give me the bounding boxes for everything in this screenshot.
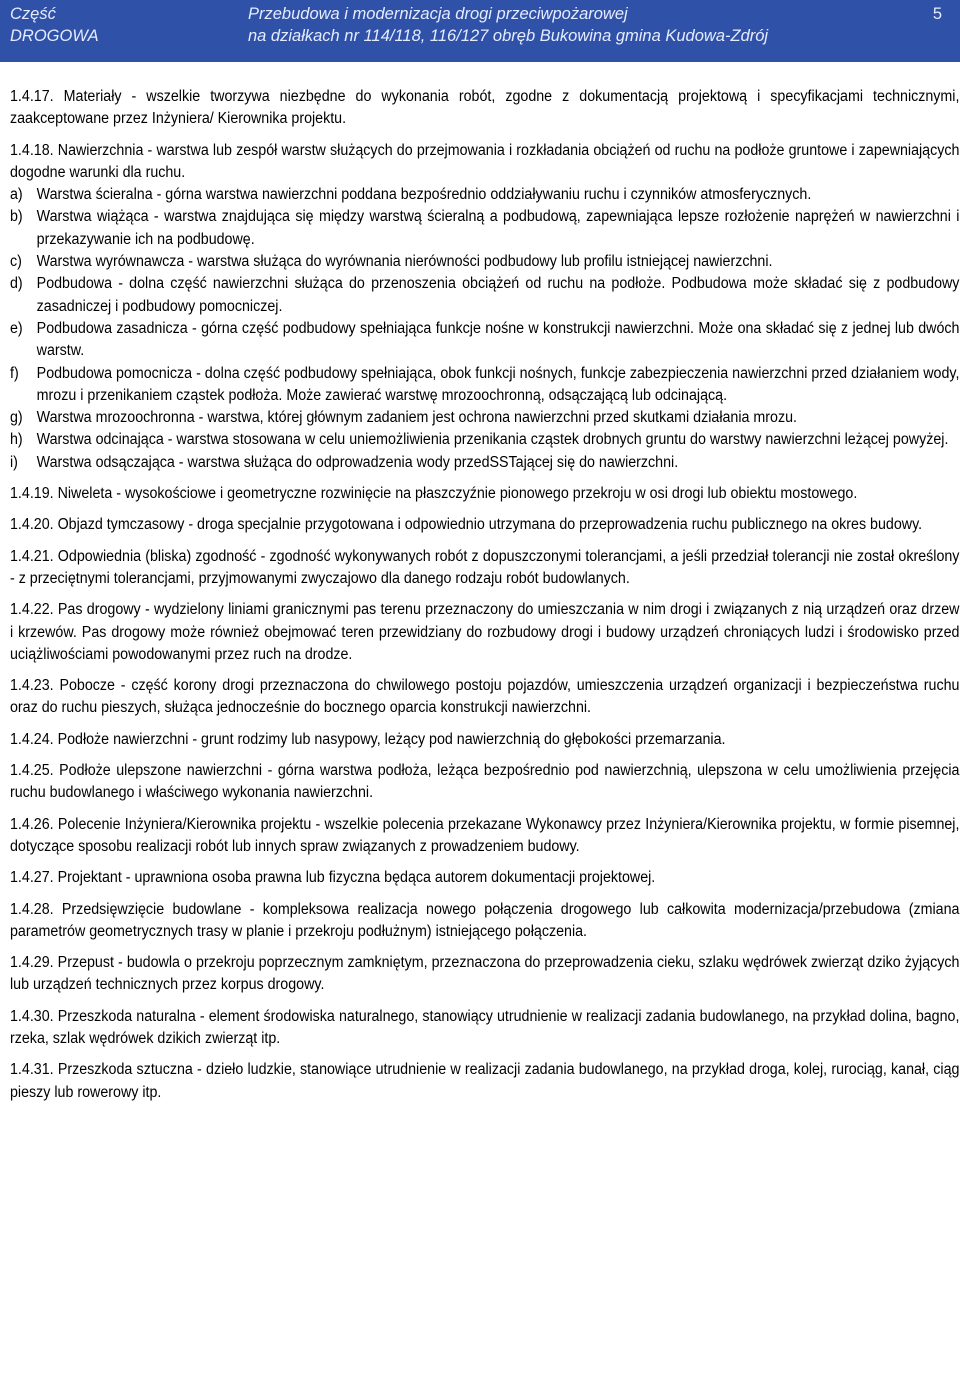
list-text: Warstwa ścieralna - górna warstwa nawierzchni poddana bezpośrednio oddziaływaniu ruchu i czynników atmosferycznych. <box>36 186 812 204</box>
header-title-line1: Przebudowa i modernizacja drogi przeciwpożarowej <box>248 5 628 23</box>
definition-1-4-19 <box>10 483 959 505</box>
definition-1-4-22 <box>10 599 959 666</box>
section-text: Niweleta - wysokościowe i geometryczne rozwinięcie na płaszczyźnie pionowego przekroju w osi drogi lub obiektu mostowego. <box>57 485 858 503</box>
list-text: Warstwa mrozoochronna - warstwa, której głównym zadaniem jest ochrona nawierzchni przed skutkami działania mrozu. <box>36 409 798 427</box>
section-number: 1.4.26. <box>10 815 54 833</box>
section-text: Pas drogowy - wydzielony liniami granicznymi pas terenu przeznaczony do umieszczania w nim drogi i związanych z nią urządzeń oraz drzew i krzewów. Pas drogowy może również obejmować teren przewidziany do rozbudowy drogi i budowy urządzeń chroniących ludzi i środowisko przed uciążliwościami powodowanymi przez ruch na drodze. <box>10 601 960 663</box>
list-item-b <box>10 206 959 251</box>
list-letter: d) <box>10 275 23 293</box>
section-number: 1.4.29. <box>10 954 54 972</box>
definition-1-4-29 <box>10 952 959 997</box>
list-letter: a) <box>10 186 23 204</box>
header-title-line2: na działkach nr 114/118, 116/127 obręb Bukowina gmina Kudowa-Zdrój <box>248 27 769 45</box>
list-letter: b) <box>10 208 23 226</box>
page-number: 5 <box>932 5 942 23</box>
list-letter: g) <box>10 409 23 427</box>
section-number: 1.4.21. <box>10 547 54 565</box>
section-text: Nawierzchnia - warstwa lub zespół warstw służących do przejmowania i rozkładania obciążeń od ruchu na podłoże gruntowe i zapewniających dogodne warunki dla ruchu. <box>10 141 960 181</box>
list-text: Warstwa odsączająca - warstwa służąca do odprowadzenia wody przedSSTającej się do nawierzchni. <box>36 453 679 471</box>
section-text: Przeszkoda naturalna - element środowiska naturalnego, stanowiący utrudnienie w realizacji zadania budowlanego, na przykład dolina, bagno, rzeka, szlak wędrówek dzikich zwierząt itp. <box>10 1007 960 1047</box>
document-body <box>10 86 959 1104</box>
list-text: Warstwa odcinająca - warstwa stosowana w celu uniemożliwienia przenikania cząstek drobnych gruntu do warstwy nawierzchni leżącej powyżej. <box>36 431 949 449</box>
definition-1-4-20 <box>10 514 959 536</box>
list-letter: h) <box>10 431 23 449</box>
definition-1-4-31 <box>10 1059 959 1104</box>
list-item-g <box>10 407 959 429</box>
header-part-value: DROGOWA <box>10 27 99 45</box>
definition-1-4-23 <box>10 675 959 720</box>
section-number: 1.4.31. <box>10 1061 54 1079</box>
definition-1-4-27 <box>10 867 959 889</box>
section-text: Projektant - uprawniona osoba prawna lub fizyczna będąca autorem dokumentacji projektowej. <box>57 869 656 887</box>
list-text: Warstwa wyrównawcza - warstwa służąca do wyrównania nierówności podbudowy lub profilu istniejącej nawierzchni. <box>36 253 773 271</box>
definition-1-4-17 <box>10 86 959 131</box>
section-text: Przedsięwzięcie budowlane - kompleksowa realizacja nowego połączenia drogowego lub całkowita modernizacja/przebudowa (zmiana parametrów geometrycznych trasy w planie i przekroju podłużnym) istniejącego połączenia. <box>10 900 960 940</box>
list-letter: i) <box>10 453 18 471</box>
section-text: Odpowiednia (bliska) zgodność - zgodność wykonywanych robót z dopuszczonymi tolerancjami, a jeśli przedział tolerancji nie został określony - z przeciętnymi tolerancjami, przyjmowanymi zwyczajowo dla danego rodzaju robót budowlanych. <box>10 547 960 587</box>
list-item-h <box>10 429 959 451</box>
section-text: Materiały - wszelkie tworzywa niezbędne do wykonania robót, zgodne z dokumentacją projektową i specyfikacjami technicznymi, zaakceptowane przez Inżyniera/ Kierownika projektu. <box>10 88 960 128</box>
section-number: 1.4.17. <box>10 88 54 105</box>
definition-1-4-30 <box>10 1006 959 1051</box>
header-part-label: Część <box>10 5 56 23</box>
definition-1-4-28 <box>10 899 959 944</box>
definition-1-4-18 <box>10 140 959 185</box>
list-text: Podbudowa zasadnicza - górna część podbudowy spełniająca funkcje nośne w konstrukcji nawierzchni. Może ona składać się z jednej lub dwóch warstw. <box>36 319 960 360</box>
list-text: Podbudowa - dolna część nawierzchni służąca do przenoszenia obciążeń od ruchu na podłoże. Podbudowa może składać się z podbudowy zasadniczej i podbudowy pomocniczej. <box>36 275 960 315</box>
list-text: Warstwa wiążąca - warstwa znajdująca się między warstwą ścieralną a podbudową, zapewniająca lepsze rozłożenie naprężeń w nawierzchni i przekazywanie ich na podbudowę. <box>36 208 960 248</box>
page-header <box>0 0 960 62</box>
section-number: 1.4.28. <box>10 900 54 918</box>
section-number: 1.4.23. <box>10 677 54 695</box>
list-letter: c) <box>10 253 22 271</box>
section-number: 1.4.19. <box>10 485 54 503</box>
section-text: Podłoże ulepszone nawierzchni - górna warstwa podłoża, leżąca bezpośrednio pod nawierzchnią, ulepszona w celu umożliwienia przejęcia ruchu budowlanego i właściwego wykonania nawierzchni. <box>10 762 960 802</box>
section-text: Objazd tymczasowy - droga specjalnie przygotowana i odpowiednio utrzymana do przeprowadzenia ruchu publicznego na okres budowy. <box>57 516 923 534</box>
section-text: Podłoże nawierzchni - grunt rodzimy lub nasypowy, leżący pod nawierzchnią do głębokości przemarzania. <box>57 730 726 748</box>
definition-1-4-26 <box>10 814 959 859</box>
section-number: 1.4.18. <box>10 141 54 159</box>
definition-1-4-24 <box>10 729 959 751</box>
section-text: Pobocze - część korony drogi przeznaczona do chwilowego postoju pojazdów, umieszczenia urządzeń organizacji i bezpieczeństwa ruchu oraz do ruchu pieszych, służąca jednocześnie do bocznego oparcia konstrukcji nawierzchni. <box>10 677 960 717</box>
section-number: 1.4.27. <box>10 869 54 887</box>
list-item-e <box>10 318 959 363</box>
definition-1-4-21 <box>10 546 959 591</box>
section-text: Przeszkoda sztuczna - dzieło ludzkie, stanowiące utrudnienie w realizacji zadania budowlanego, na przykład droga, kolej, rurociąg, kanał, ciąg pieszy lub rowerowy itp. <box>10 1061 960 1101</box>
list-item-f <box>10 363 959 408</box>
list-item-i <box>10 452 959 474</box>
list-item-c <box>10 251 959 273</box>
section-text: Przepust - budowla o przekroju poprzecznym zamkniętym, przeznaczona do przeprowadzenia cieku, szlaku wędrówek zwierząt dziko żyjących lub urządzeń technicznych przez korpus drogowy. <box>10 954 960 994</box>
section-text: Polecenie Inżyniera/Kierownika projektu - wszelkie polecenia przekazane Wykonawcy przez Inżyniera/Kierownika projektu, w formie pisemnej, dotyczące sposobu realizacji robót lub innych spraw związanych z prowadzeniem budowy. <box>10 815 960 855</box>
list-item-a <box>10 184 959 206</box>
section-number: 1.4.24. <box>10 730 54 748</box>
section-number: 1.4.30. <box>10 1007 54 1025</box>
header-project-title <box>248 3 828 47</box>
list-letter: f) <box>10 364 19 382</box>
list-text: Podbudowa pomocnicza - dolna część podbudowy spełniająca, obok funkcji nośnych, funkcje zabezpieczenia nawierzchni przed działaniem wody, mrozu i przenikaniem cząstek podłoża. Może zawierać warstwę mrozoochronną, odsączającą lub odcinającą. <box>36 364 960 404</box>
header-part-name <box>10 3 160 47</box>
list-item-d <box>10 273 959 318</box>
definition-1-4-25 <box>10 760 959 805</box>
list-letter: e) <box>10 319 23 337</box>
section-number: 1.4.22. <box>10 601 54 619</box>
section-number: 1.4.20. <box>10 516 54 534</box>
section-number: 1.4.25. <box>10 762 54 780</box>
